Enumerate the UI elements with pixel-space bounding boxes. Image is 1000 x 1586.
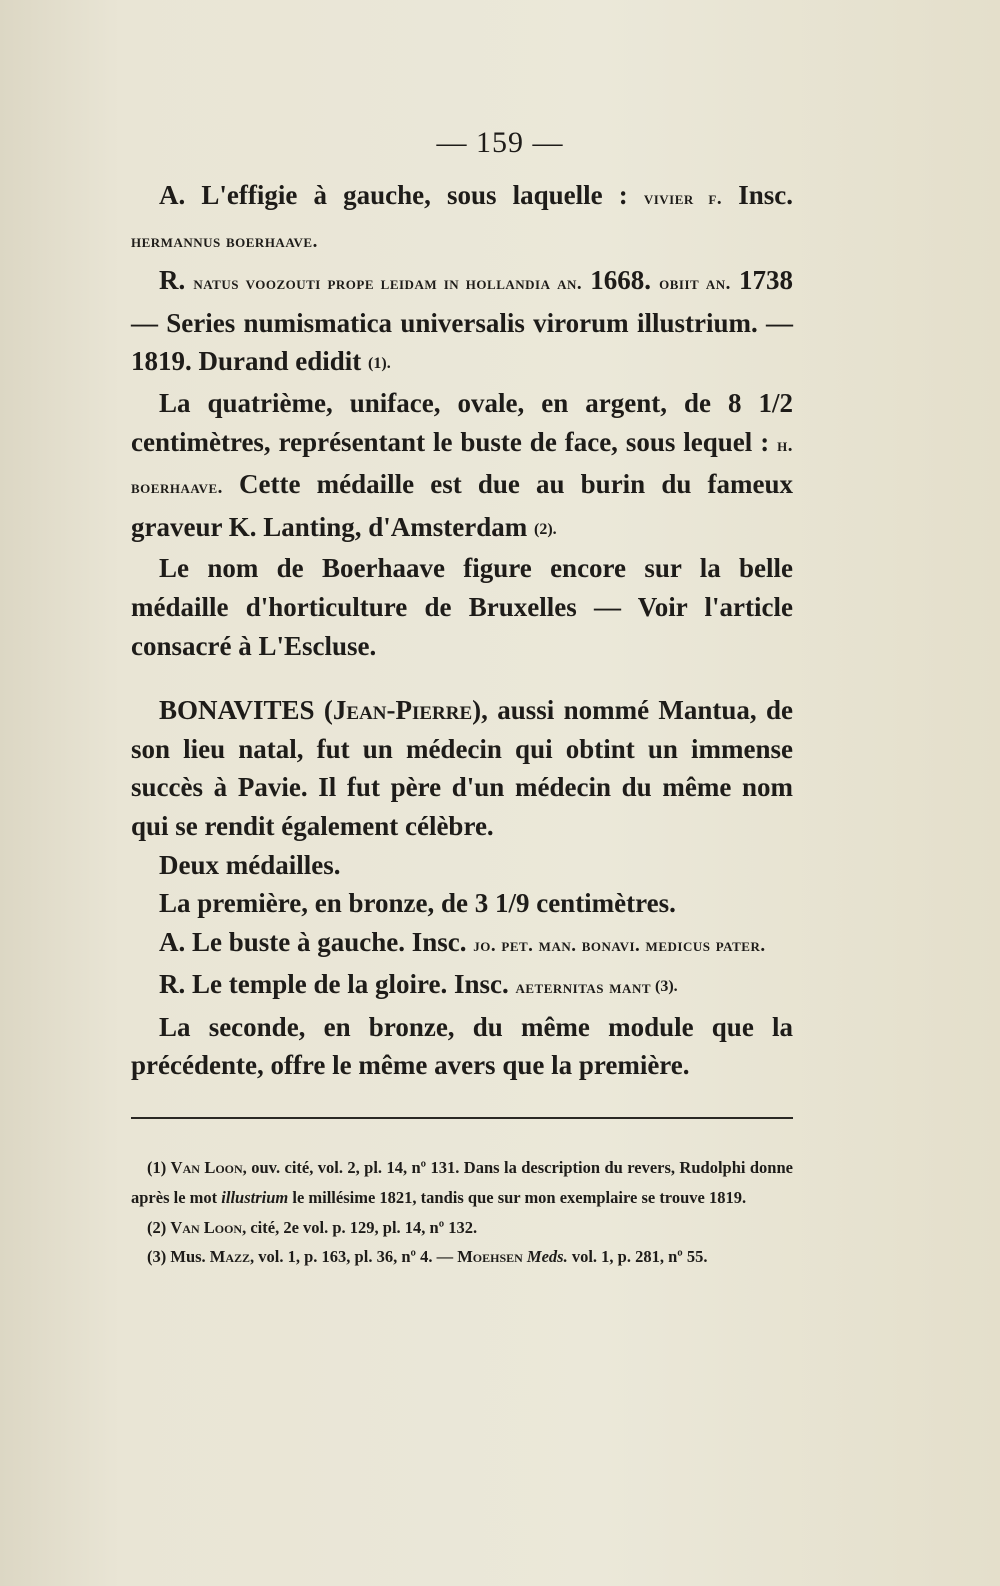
paragraph-obverse-bonavites: A. Le buste à gauche. Insc. jo. pet. man. bonavi. medicus pater. [159,926,766,957]
footnote-separator [131,1117,793,1119]
footnotes [131,1153,793,1272]
main-text [131,176,793,1085]
footnote-2: (2) Van Loon, cité, 2e vol. p. 129, pl. 14, nº 132. [147,1217,478,1237]
paragraph-two-medals: Deux médailles. [159,849,341,880]
footnote-1: (1) Van Loon, ouv. cité, vol. 2, pl. 14, nº 131. Dans la description du revers, Rudolphi donne après le mot illustrium le millésime 1821, tandis que sur mon exemplaire se trouve 1819. [131,1158,793,1207]
footnote-ref-1: (1). [368,355,391,373]
paragraph-first-medal: La première, en bronze, de 3 1/9 centimètres. [159,888,676,919]
paragraph-horticulture-medal: Le nom de Boerhaave figure encore sur la belle médaille d'horticulture de Bruxelles — Voir l'article consacré à L'Escluse. [131,553,793,661]
paragraph-second-medal: La seconde, en bronze, du même module que la précédente, offre le même avers que la première. [131,1011,793,1081]
paragraph-fourth-medal: La quatrième, uniface, ovale, en argent, de 8 1/2 centimètres, représentant le buste de face, sous lequel : h. boerhaave. Cette médaille est due au burin du fameux graveur K. Lanting, d'Amsterdam (2). [131,387,793,542]
footnote-ref-3: (3). [651,978,678,996]
footnote-ref-2: (2). [534,520,557,538]
page-number: — 159 — [436,126,564,159]
paragraph-reverse-boerhaave: R. natus voozouti prope leidam in hollandia an. 1668. obiit an. 1738 — Series numismatica universalis virorum illustrium. — 1819. Durand edidit (1). [131,265,793,377]
paragraph-bonavites-entry: BONAVITES (Jean-Pierre), aussi nommé Mantua, de son lieu natal, fut un médecin qui obtint un immense succès à Pavie. Il fut père d'un médecin du même nom qui se rendit également célèbre. [131,695,793,841]
footnote-3: (3) Mus. Mazz, vol. 1, p. 163, pl. 36, nº 4. — Moehsen Meds. vol. 1, p. 281, nº 55. [147,1247,708,1267]
paragraph-reverse-bonavites: R. Le temple de la gloire. Insc. aeternitas mant (3). [159,969,678,1000]
paragraph-obverse-boerhaave: A. L'effigie à gauche, sous laquelle : vivier f. Insc. hermannus boerhaave. [131,180,793,252]
